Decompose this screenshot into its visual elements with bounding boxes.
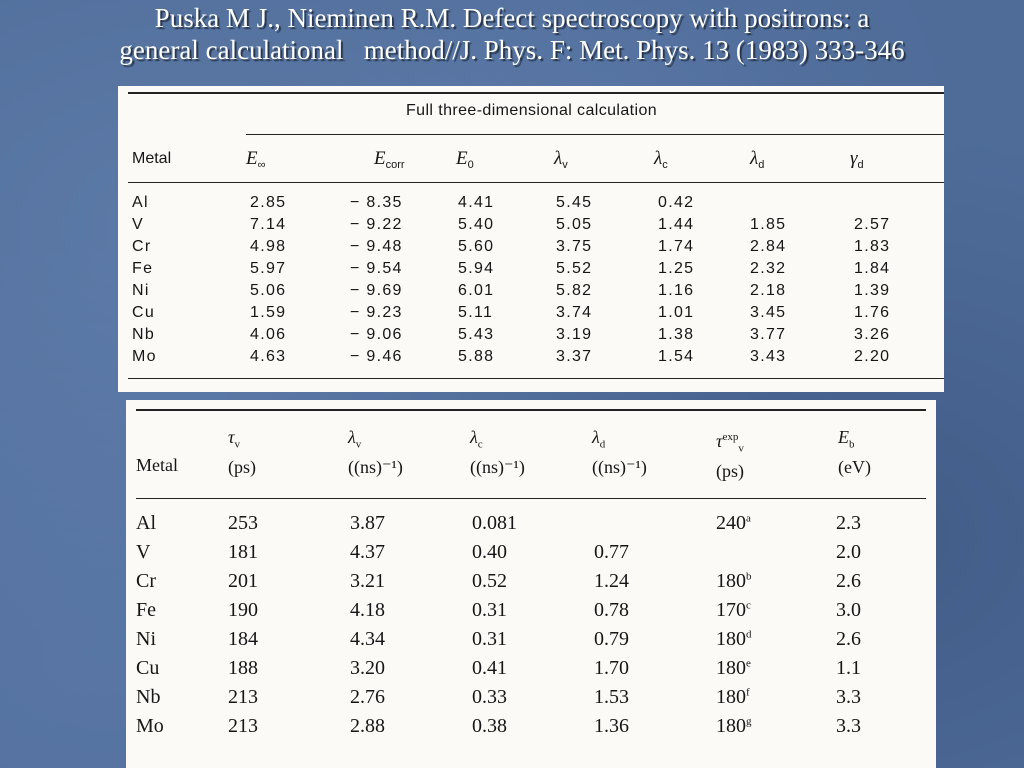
column-subscript: b (849, 438, 855, 451)
value-cell: 0.40 (472, 541, 507, 563)
value-cell: 4.63 (250, 348, 287, 365)
value-cell: 1.53 (594, 686, 629, 708)
metal-cell: Cu (132, 304, 156, 321)
value-cell: 201 (228, 570, 258, 592)
column-subscript: d (758, 159, 765, 172)
column-header (716, 426, 744, 482)
value-cell: − 9.46 (350, 348, 403, 365)
column-symbol-line (838, 426, 871, 456)
metal-cell: Fe (136, 599, 156, 621)
footnote-marker: d (746, 628, 752, 641)
value-cell: 213 (228, 686, 258, 708)
column-symbol: λ (470, 427, 478, 447)
value-cell: 0.41 (472, 657, 507, 679)
value-cell: 2.6 (836, 570, 861, 592)
value-cell: 1.24 (594, 570, 629, 592)
column-symbol: τ (228, 427, 235, 447)
value-cell: 180$^d$ (716, 628, 752, 650)
value-cell: 1.36 (594, 715, 629, 737)
value-cell: 1.85 (750, 216, 787, 233)
value-cell: 4.98 (250, 238, 287, 255)
column-subscript: d (599, 438, 606, 451)
value-cell: 3.19 (556, 326, 593, 343)
table-top-rule (128, 92, 944, 94)
metal-cell: Cr (136, 570, 156, 592)
value-cell: 1.54 (658, 348, 695, 365)
value-cell: 1.59 (250, 304, 287, 321)
value-cell: 3.74 (556, 304, 593, 321)
value-cell: 3.0 (836, 599, 861, 621)
column-header (838, 426, 871, 478)
value-cell: 5.82 (556, 282, 593, 299)
metal-cell: Ni (136, 628, 156, 650)
value-cell: 0.38 (472, 715, 507, 737)
column-header (470, 426, 525, 478)
value-cell: 5.52 (556, 260, 593, 277)
value-cell: 1.16 (658, 282, 695, 299)
column-unit: ((ns)⁻¹) (470, 456, 525, 477)
value-cell: 180$^f$ (716, 686, 750, 708)
metal-column-header: Metal (136, 455, 178, 475)
column-symbol: τ (716, 431, 723, 451)
column-header (228, 426, 256, 478)
value-cell: − 9.69 (350, 282, 403, 299)
value-cell: 0.31 (472, 628, 507, 650)
column-subscript: c (662, 159, 668, 172)
value-cell: 1.83 (854, 238, 891, 255)
column-subscript: v (562, 159, 568, 172)
slide-title-line-1: Puska M J., Nieminen R.M. Defect spectroscopy with positrons: a (154, 3, 870, 33)
metal-cell: Cr (132, 238, 152, 255)
value-cell: 5.97 (250, 260, 287, 277)
value-cell: 3.26 (854, 326, 891, 343)
value-cell: 2.76 (350, 686, 385, 708)
value-cell: 1.70 (594, 657, 629, 679)
value-cell: 180$^g$ (716, 715, 752, 737)
footnote-marker: a (746, 512, 751, 525)
value-cell: 5.94 (458, 260, 495, 277)
column-symbol: λ (750, 148, 759, 169)
value-cell: 190 (228, 599, 258, 621)
column-symbol: E (838, 427, 849, 447)
value-cell: 3.45 (750, 304, 787, 321)
value-cell: 2.84 (750, 238, 787, 255)
column-header (654, 148, 668, 171)
column-subscript: d (857, 159, 864, 172)
value-cell: 3.87 (350, 512, 385, 534)
slide-title (0, 2, 1024, 66)
value-cell: 1.44 (658, 216, 695, 233)
column-symbol: λ (348, 427, 356, 447)
value-cell: 3.77 (750, 326, 787, 343)
table-top-rule (136, 409, 926, 411)
column-subscript: v (738, 442, 744, 455)
value-cell: 180e (716, 657, 751, 679)
value-cell: 5.60 (458, 238, 495, 255)
metal-cell: Fe (132, 260, 154, 277)
value-cell: 1.84 (854, 260, 891, 277)
column-unit: (ps) (716, 460, 744, 481)
column-unit: (ps) (228, 456, 256, 477)
column-symbol: γ (850, 148, 858, 169)
value-cell: 240$^a$ (716, 512, 751, 534)
value-cell: 0.52 (472, 570, 507, 592)
value-cell: 2.18 (750, 282, 787, 299)
metal-column-header: Metal (132, 150, 172, 167)
metal-cell: Nb (132, 326, 156, 343)
column-subscript: 0 (467, 159, 474, 172)
value-cell: 2.20 (854, 348, 891, 365)
column-unit: (eV) (838, 456, 871, 477)
column-symbol: E (246, 148, 258, 169)
value-cell: − 9.54 (350, 260, 403, 277)
column-symbol: λ (592, 427, 600, 447)
value-cell: − 9.22 (350, 216, 403, 233)
value-cell: 7.14 (250, 216, 287, 233)
value-cell: 2.6 (836, 628, 861, 650)
value-cell: 1.25 (658, 260, 695, 277)
value-cell: − 9.23 (350, 304, 403, 321)
value-cell: 5.11 (458, 304, 494, 321)
metal-cell: Mo (136, 715, 164, 737)
value-cell: 2.0 (836, 541, 861, 563)
column-subscript: ∞ (257, 159, 266, 172)
value-cell: 3.43 (750, 348, 787, 365)
footnote-marker: g (746, 715, 752, 728)
value-cell: 253 (228, 512, 258, 534)
column-header (348, 426, 403, 478)
column-header (374, 148, 405, 171)
value-cell: 4.41 (458, 194, 495, 211)
column-subscript: v (355, 438, 362, 451)
value-cell: 3.21 (350, 570, 385, 592)
value-cell: 4.06 (250, 326, 287, 343)
value-cell: 5.45 (556, 194, 593, 211)
metal-cell: V (136, 541, 151, 563)
column-header (850, 148, 864, 171)
value-cell: − 8.35 (350, 194, 403, 211)
value-cell: 184 (228, 628, 258, 650)
metal-cell: Mo (132, 348, 157, 365)
column-symbol: λ (554, 148, 563, 169)
column-symbol-line (592, 426, 647, 456)
value-cell: 4.34 (350, 628, 385, 650)
column-symbol-line (348, 426, 403, 456)
value-cell: 0.42 (658, 194, 695, 211)
table-positron-lifetimes (126, 400, 936, 768)
column-symbol-line (470, 426, 525, 456)
value-cell: 188 (228, 657, 258, 679)
column-subscript: v (234, 438, 240, 451)
footnote-marker: f (746, 686, 750, 699)
footnote-marker: e (746, 657, 751, 670)
column-unit: ((ns)⁻¹) (348, 456, 403, 477)
value-cell: 3.3 (836, 715, 861, 737)
footnote-marker: b (746, 570, 752, 583)
table-full-3d-calculation (118, 86, 944, 392)
header-rule (128, 182, 944, 183)
value-cell: 2.32 (750, 260, 787, 277)
value-cell: 2.57 (854, 216, 891, 233)
value-cell: 0.33 (472, 686, 507, 708)
column-symbol: E (374, 148, 386, 169)
column-superscript: exp (722, 431, 739, 443)
column-symbol-line (228, 426, 256, 456)
value-cell: 0.79 (594, 628, 629, 650)
value-cell: 3.75 (556, 238, 593, 255)
value-cell: 5.05 (556, 216, 593, 233)
column-header (456, 148, 474, 171)
column-subscript: c (477, 438, 483, 451)
value-cell: 3.37 (556, 348, 593, 365)
value-cell: 6.01 (458, 282, 495, 299)
value-cell: 4.37 (350, 541, 385, 563)
value-cell: 5.88 (458, 348, 495, 365)
group-header-rule (246, 134, 944, 135)
value-cell: 5.06 (250, 282, 287, 299)
value-cell: 1.1 (836, 657, 861, 679)
value-cell: 1.39 (854, 282, 891, 299)
column-unit: ((ns)⁻¹) (592, 456, 647, 477)
column-symbol: E (456, 148, 468, 169)
column-header (592, 426, 647, 478)
value-cell: 0.31 (472, 599, 507, 621)
metal-cell: Cu (136, 657, 160, 679)
value-cell: − 9.06 (350, 326, 403, 343)
value-cell: − 9.48 (350, 238, 403, 255)
column-symbol: λ (654, 148, 663, 169)
value-cell: 3.3 (836, 686, 861, 708)
group-header: Full three-dimensional calculation (406, 102, 658, 119)
value-cell: 0.78 (594, 599, 629, 621)
metal-cell: Al (136, 512, 156, 534)
value-cell: 180$^b$ (716, 570, 752, 592)
column-symbol-line (716, 426, 744, 460)
value-cell: 1.74 (658, 238, 695, 255)
metal-cell: Al (132, 194, 149, 211)
value-cell: 0.081 (472, 512, 517, 534)
value-cell: 5.40 (458, 216, 495, 233)
table-bottom-rule (128, 378, 944, 379)
header-rule (136, 498, 926, 499)
column-header (554, 148, 568, 171)
metal-cell: Nb (136, 686, 161, 708)
column-header (750, 148, 764, 171)
value-cell: 213 (228, 715, 258, 737)
value-cell: 4.18 (350, 599, 385, 621)
value-cell: 5.43 (458, 326, 495, 343)
value-cell: 2.85 (250, 194, 287, 211)
value-cell: 2.88 (350, 715, 385, 737)
value-cell: 3.20 (350, 657, 385, 679)
value-cell: 1.76 (854, 304, 891, 321)
metal-cell: V (132, 216, 144, 233)
metal-cell: Ni (132, 282, 150, 299)
value-cell: 2.3 (836, 512, 861, 534)
value-cell: 1.38 (658, 326, 695, 343)
slide-title-line-2: general calculational method//J. Phys. F: Met. Phys. 13 (1983) 333-346 (119, 35, 905, 65)
footnote-marker: c (746, 599, 751, 612)
value-cell: 181 (228, 541, 258, 563)
value-cell: 0.77 (594, 541, 629, 563)
column-header (246, 148, 265, 171)
value-cell: 1.01 (658, 304, 695, 321)
column-subscript: corr (385, 159, 405, 172)
value-cell: 170$^c$ (716, 599, 751, 621)
